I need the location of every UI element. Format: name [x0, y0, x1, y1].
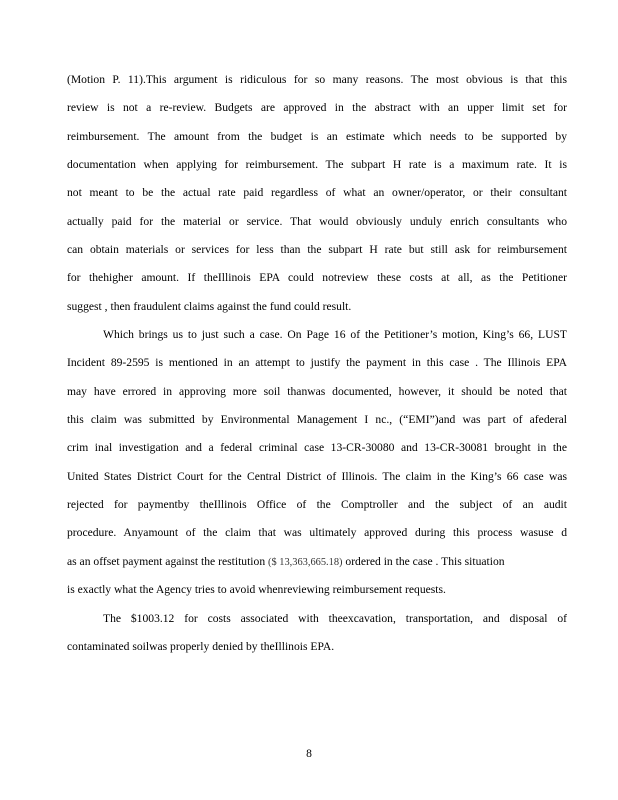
paragraph-2-line-2: Incident 89-2595 is mentioned in an attempt to justify the payment in this case . The Illinois EPA [67, 356, 567, 369]
paragraph-2-line-8: procedure. Anyamount of the claim that was ultimately approved during this process wasuse d [67, 526, 567, 539]
page-number: 8 [306, 747, 312, 760]
paragraph-1-line-2: review is not a re-review. Budgets are approved in the abstract with an upper limit set for [67, 101, 567, 114]
paragraph-2-line-7: rejected for paymentby theIllinois Office of the Comptroller and the subject of an audit [67, 498, 567, 511]
line-9-end: ordered in the case . This situation [342, 555, 505, 568]
paragraph-2-line-6: United States District Court for the Central District of Illinois. The claim in the King’s 66 case was [67, 470, 567, 483]
paragraph-3-line-2: contaminated soilwas properly denied by theIllinois EPA. [67, 640, 335, 653]
paragraph-1-line-1: (Motion P. 11).This argument is ridiculous for so many reasons. The most obvious is that this [67, 73, 567, 86]
paragraph-1-line-8: for thehigher amount. If theIllinois EPA could notreview these costs at all, as the Petitioner [67, 271, 567, 284]
paragraph-2-line-3: may have errored in approving more soil thanwas documented, however, it should be noted that [67, 385, 567, 398]
restitution-amount: ($ 13,363,665.18) [268, 557, 343, 568]
paragraph-2-line-10: is exactly what the Agency tries to avoid whenreviewing reimbursement requests. [67, 583, 446, 596]
paragraph-1-line-6: actually paid for the material or service. That would obviously unduly enrich consultants who [67, 215, 567, 228]
paragraph-1-line-7: can obtain materials or services for less than the subpart H rate but still ask for reimbursement [67, 243, 567, 256]
paragraph-1-line-3: reimbursement. The amount from the budget is an estimate which needs to be supported by [67, 130, 567, 143]
line-9-start: as an offset payment against the restitution [67, 555, 269, 568]
paragraph-1-line-4: documentation when applying for reimbursement. The subpart H rate is a maximum rate. It is [67, 158, 567, 171]
paragraph-2-line-1: Which brings us to just such a case. On Page 16 of the Petitioner’s motion, King’s 66, LUST [103, 328, 567, 341]
paragraph-2-line-9 [67, 555, 505, 570]
paragraph-1-line-9: suggest , then fraudulent claims against the fund could result. [67, 300, 352, 313]
paragraph-2-line-4: this claim was submitted by Environmental Management I nc., (“EMI”)and was part of afederal [67, 413, 567, 426]
paragraph-2-line-5: crim inal investigation and a federal criminal case 13-CR-30080 and 13-CR-30081 brought in the [67, 441, 567, 454]
paragraph-3-line-1: The $1003.12 for costs associated with theexcavation, transportation, and disposal of [103, 612, 567, 625]
paragraph-1-line-5: not meant to be the actual rate paid regardless of what an owner/operator, or their consultant [67, 186, 567, 199]
